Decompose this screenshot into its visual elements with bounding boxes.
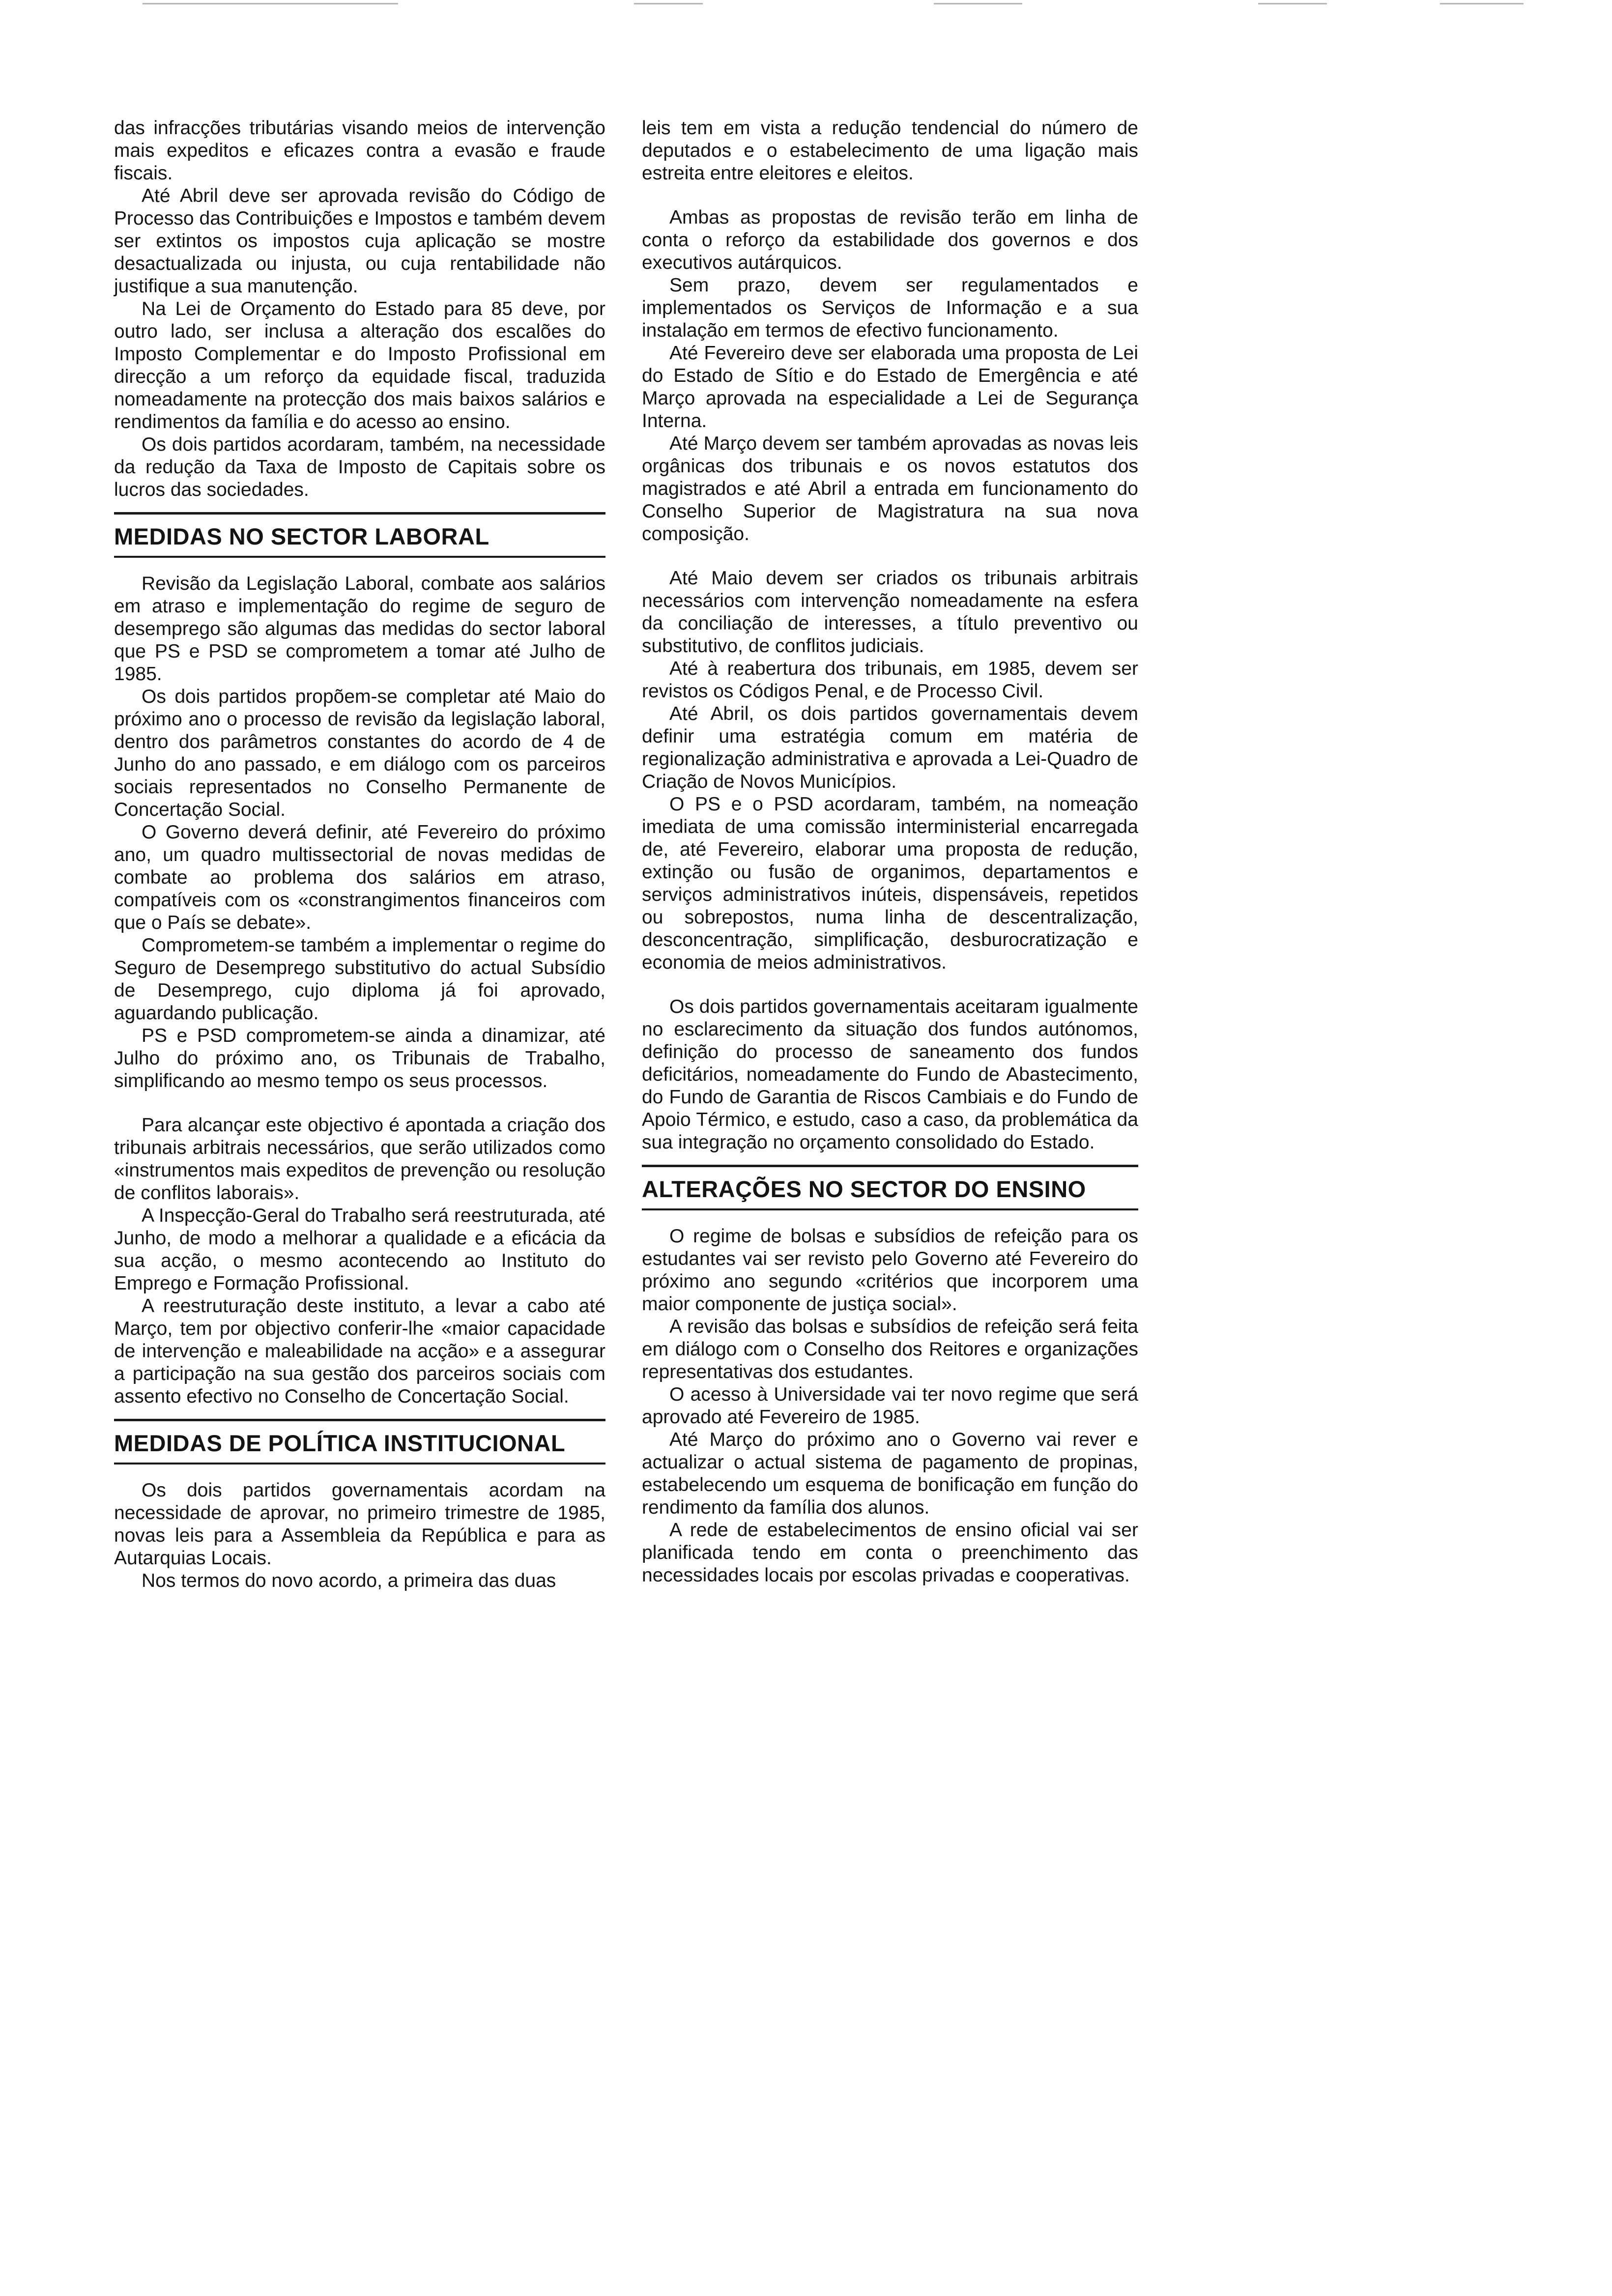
section-heading-institucional <box>114 1419 605 1464</box>
article-paragraph: O acesso à Universidade vai ter novo regime que será aprovado até Fevereiro de 1985. <box>642 1384 1138 1428</box>
scan-edge-rule <box>143 3 398 4</box>
article-paragraph: Até Fevereiro deve ser elaborada uma proposta de Lei do Estado de Sítio e do Estado de Emergência e até Março aprovada na especialidade a Lei de Segurança Interna. <box>642 343 1138 431</box>
article-paragraph: Na Lei de Orçamento do Estado para 85 deve, por outro lado, ser inclusa a alteração dos escalões do Imposto Complementar e do Imposto Profissional em direcção a um reforço da equidade fiscal, traduzida nomeadamente na protecção dos mais baixos salários e rendimentos da família e do acesso ao ensino. <box>114 298 605 432</box>
article-paragraph: Até Abril, os dois partidos governamentais devem definir uma estratégia comum em matéria de regionalização administrativa e aprovada a Lei-Quadro de Criação de Novos Municípios. <box>642 703 1138 792</box>
article-paragraph: Até Maio devem ser criados os tribunais arbitrais necessários com intervenção nomeadamente na esfera da conciliação de interesses, a título preventivo ou substitutivo, de conflitos judiciais. <box>642 568 1138 657</box>
section-title: MEDIDAS NO SECTOR LABORAL <box>114 523 489 549</box>
article-paragraph: Até à reabertura dos tribunais, em 1985, devem ser revistos os Códigos Penal, e de Processo Civil. <box>642 658 1138 702</box>
left-column <box>114 117 605 1592</box>
scan-edge-rule <box>634 3 703 4</box>
article-paragraph: Revisão da Legislação Laboral, combate aos salários em atraso e implementação do regime de seguro de desemprego são algumas das medidas do sector laboral que PS e PSD se comprometem a tomar até Julho de 1985. <box>114 573 605 685</box>
article-paragraph: O PS e o PSD acordaram, também, na nomeação imediata de uma comissão interministerial encarregada de, até Fevereiro, elaborar uma proposta de redução, extinção ou fusão de organimos, departamentos e serviços administrativos inúteis, dispensáveis, repetidos ou sobrepostos, numa linha de descentralização, desconcentração, simplificação, desburocratização e economia de meios administrativos. <box>642 794 1138 973</box>
article-paragraph: Os dois partidos propõem-se completar até Maio do próximo ano o processo de revisão da legislação laboral, dentro dos parâmetros constantes do acordo de 4 de Junho do ano passado, e em diálogo com os parceiros sociais representados no Conselho Permanente de Concertação Social. <box>114 686 605 820</box>
article-paragraph: A revisão das bolsas e subsídios de refeição será feita em diálogo com o Conselho dos Reitores e organizações representativas dos estudantes. <box>642 1316 1138 1382</box>
article-paragraph: O Governo deverá definir, até Fevereiro do próximo ano, um quadro multissectorial de novas medidas de combate ao problema dos salários em atraso, compatíveis com os «constrangimentos financeiros com que o País se debate». <box>114 822 605 933</box>
section-heading-laboral <box>114 512 605 558</box>
article-paragraph: O regime de bolsas e subsídios de refeição para os estudantes vai ser revisto pelo Governo até Fevereiro do próximo ano segundo «critérios que incorporem uma maior componente de justiça social». <box>642 1226 1138 1315</box>
article-paragraph: Os dois partidos acordaram, também, na necessidade da redução da Taxa de Imposto de Capitais sobre os lucros das sociedades. <box>114 434 605 500</box>
article-paragraph: PS e PSD comprometem-se ainda a dinamizar, até Julho do próximo ano, os Tribunais de Trabalho, simplificando ao mesmo tempo os seus processos. <box>114 1025 605 1091</box>
scan-edge-rule <box>934 3 1022 4</box>
scan-edge-rule <box>1440 3 1524 4</box>
section-title: MEDIDAS DE POLÍTICA INSTITUCIONAL <box>114 1430 566 1456</box>
article-paragraph: A Inspecção-Geral do Trabalho será reestruturada, até Junho, de modo a melhorar a qualidade e a eficácia da sua acção, o mesmo acontecendo ao Instituto do Emprego e Formação Profissional. <box>114 1205 605 1294</box>
article-paragraph: Nos termos do novo acordo, a primeira das duas <box>142 1570 556 1591</box>
article-paragraph: Até Março devem ser também aprovadas as novas leis orgânicas dos tribunais e os novos estatutos dos magistrados e até Abril a entrada em funcionamento do Conselho Superior de Magistratura na sua nova composição. <box>642 433 1138 545</box>
article-paragraph: Os dois partidos governamentais acordam na necessidade de aprovar, no primeiro trimestre de 1985, novas leis para a Assembleia da República e para as Autarquias Locais. <box>114 1480 605 1569</box>
article-paragraph: Até Março do próximo ano o Governo vai rever e actualizar o actual sistema de pagamento de propinas, estabelecendo um esquema de bonificação em função do rendimento da família dos alunos. <box>642 1429 1138 1518</box>
right-column <box>642 117 1138 1587</box>
article-paragraph: Os dois partidos governamentais aceitaram igualmente no esclarecimento da situação dos fundos autónomos, definição do processo de saneamento dos fundos deficitários, nomeadamente do Fundo de Abastecimento, do Fundo de Garantia de Riscos Cambiais e do Fundo de Apoio Térmico, e estudo, caso a caso, da problemática da sua integração no orçamento consolidado do Estado. <box>642 996 1138 1153</box>
article-paragraph: Até Abril deve ser aprovada revisão do Código de Processo das Contribuições e Impostos e também devem ser extintos os impostos cuja aplicação se mostre desactualizada ou injusta, ou cuja rentabilidade não justifique a sua manutenção. <box>114 185 605 297</box>
section-heading-ensino <box>642 1165 1138 1210</box>
article-paragraph: A rede de estabelecimentos de ensino oficial vai ser planificada tendo em conta o preenchimento das necessidades locais por escolas privadas e cooperativas. <box>642 1520 1138 1586</box>
scan-edge-rule <box>1258 3 1327 4</box>
article-paragraph: Para alcançar este objectivo é apontada a criação dos tribunais arbitrais necessários, que serão utilizados como «instrumentos mais expeditos de prevenção ou resolução de conflitos laborais». <box>114 1115 605 1204</box>
article-paragraph: Ambas as propostas de revisão terão em linha de conta o reforço da estabilidade dos governos e dos executivos autárquicos. <box>642 207 1138 273</box>
article-paragraph: A reestruturação deste instituto, a levar a cabo até Março, tem por objectivo conferir-lhe «maior capacidade de intervenção e maleabilidade na acção» e a assegurar a participação na sua gestão dos parceiros sociais com assento efectivo no Conselho de Concertação Social. <box>114 1295 605 1407</box>
article-paragraph: das infracções tributárias visando meios de intervenção mais expeditos e eficazes contra a evasão e fraude fiscais. <box>114 117 605 184</box>
article-paragraph: Sem prazo, devem ser regulamentados e implementados os Serviços de Informação e a sua instalação em termos de efectivo funcionamento. <box>642 275 1138 341</box>
article-paragraph: Comprometem-se também a implementar o regime do Seguro de Desemprego substitutivo do actual Subsídio de Desemprego, cujo diploma já foi aprovado, aguardando publicação. <box>114 935 605 1024</box>
article-paragraph: leis tem em vista a redução tendencial do número de deputados e o estabelecimento de uma ligação mais estreita entre eleitores e eleitos. <box>642 117 1138 184</box>
section-title: ALTERAÇÕES NO SECTOR DO ENSINO <box>642 1176 1086 1202</box>
